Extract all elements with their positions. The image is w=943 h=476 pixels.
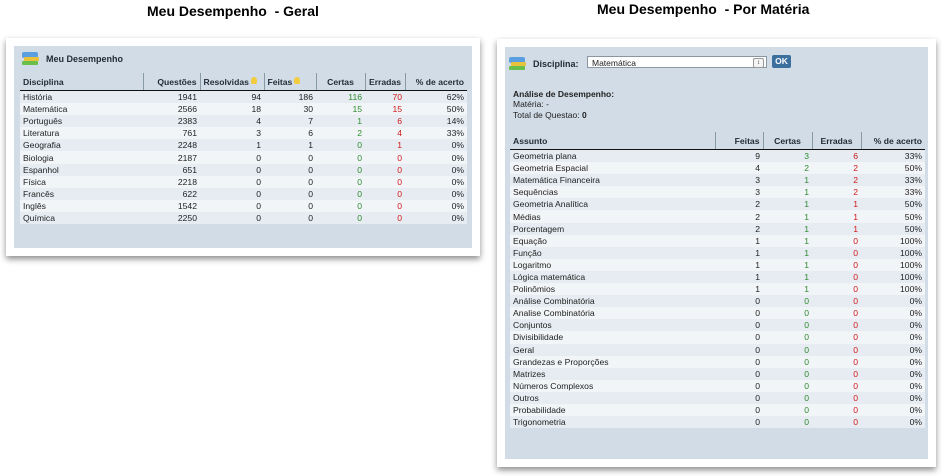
cell-erradas: 2 xyxy=(812,174,861,186)
cell-erradas: 0 xyxy=(812,295,861,307)
cell-certas: 1 xyxy=(763,210,812,222)
cell-certas: 1 xyxy=(763,174,812,186)
table-row[interactable] xyxy=(510,162,925,174)
cell-feitas: 1 xyxy=(715,271,763,283)
cell-certas: 0 xyxy=(316,188,365,200)
cell-erradas: 1 xyxy=(812,198,861,210)
cell-feitas: 7 xyxy=(264,115,316,127)
cell-disciplina: Biologia xyxy=(20,151,143,163)
cell-feitas: 0 xyxy=(264,212,316,224)
cell-assunto: Matrizes xyxy=(510,368,715,380)
lightbulb-icon xyxy=(294,77,300,84)
table-row[interactable] xyxy=(510,295,925,307)
cell-feitas: 0 xyxy=(715,344,763,356)
cell-feitas: 0 xyxy=(264,188,316,200)
cell-certas: 1 xyxy=(763,283,812,295)
table-row[interactable] xyxy=(510,404,925,416)
cell-acerto: 33% xyxy=(861,150,925,163)
table-row[interactable] xyxy=(510,271,925,283)
cell-disciplina: História xyxy=(20,91,143,104)
lightbulb-icon xyxy=(251,77,257,84)
cell-erradas: 4 xyxy=(365,127,405,139)
cell-certas: 0 xyxy=(763,331,812,343)
cell-disciplina: Literatura xyxy=(20,127,143,139)
cell-resolvidas: 0 xyxy=(200,151,264,163)
cell-erradas: 0 xyxy=(812,331,861,343)
cell-acerto: 0% xyxy=(861,380,925,392)
cell-assunto: Análise Combinatória xyxy=(510,295,715,307)
cell-assunto: Polinômios xyxy=(510,283,715,295)
cell-certas: 0 xyxy=(763,307,812,319)
cell-assunto: Geometria plana xyxy=(510,150,715,163)
cell-resolvidas: 4 xyxy=(200,115,264,127)
cell-acerto: 0% xyxy=(861,368,925,380)
cell-questoes: 2250 xyxy=(143,212,200,224)
table-row[interactable] xyxy=(510,174,925,186)
cell-certas: 116 xyxy=(316,91,365,104)
cell-certas: 0 xyxy=(763,295,812,307)
cell-feitas: 0 xyxy=(264,176,316,188)
cell-resolvidas: 0 xyxy=(200,188,264,200)
cell-erradas: 70 xyxy=(365,91,405,104)
col-feitas-label: Feitas xyxy=(267,76,293,87)
cell-acerto: 100% xyxy=(861,259,925,271)
cell-acerto: 0% xyxy=(861,331,925,343)
heading-por-materia: Meu Desempenho - Por Matéria xyxy=(597,1,810,17)
cell-acerto: 0% xyxy=(861,356,925,368)
col-feitas[interactable]: Feitas xyxy=(715,132,763,150)
cell-erradas: 0 xyxy=(365,151,405,163)
cell-resolvidas: 0 xyxy=(200,200,264,212)
select-arrows-icon: ↕ xyxy=(753,58,764,68)
cell-disciplina: Português xyxy=(20,115,143,127)
geral-titlebar xyxy=(22,52,123,65)
cell-certas: 0 xyxy=(763,319,812,331)
cell-erradas: 0 xyxy=(812,404,861,416)
disciplina-selected: Matemática xyxy=(592,58,636,68)
table-row[interactable] xyxy=(510,307,925,319)
table-row[interactable] xyxy=(510,235,925,247)
table-row[interactable] xyxy=(510,283,925,295)
cell-erradas: 0 xyxy=(812,344,861,356)
cell-certas: 2 xyxy=(763,162,812,174)
panel-materia-inner xyxy=(505,47,928,459)
cell-feitas: 2 xyxy=(715,223,763,235)
cell-certas: 1 xyxy=(763,259,812,271)
cell-assunto: Trigonometria xyxy=(510,416,715,428)
table-row[interactable] xyxy=(510,186,925,198)
heading-geral: Meu Desempenho - Geral xyxy=(147,3,319,19)
cell-feitas: 0 xyxy=(264,200,316,212)
table-row[interactable] xyxy=(20,127,467,139)
cell-feitas: 1 xyxy=(264,139,316,151)
table-row[interactable] xyxy=(20,91,467,104)
table-row[interactable] xyxy=(20,164,467,176)
cell-acerto: 0% xyxy=(861,392,925,404)
cell-erradas: 1 xyxy=(812,223,861,235)
table-row[interactable] xyxy=(20,188,467,200)
cell-assunto: Probabilidade xyxy=(510,404,715,416)
cell-certas: 0 xyxy=(763,416,812,428)
cell-disciplina: Matemática xyxy=(20,103,143,115)
cell-questoes: 651 xyxy=(143,164,200,176)
cell-acerto: 50% xyxy=(861,223,925,235)
cell-acerto: 0% xyxy=(405,188,467,200)
cell-acerto: 100% xyxy=(861,235,925,247)
cell-assunto: Analise Combinatória xyxy=(510,307,715,319)
cell-assunto: Função xyxy=(510,247,715,259)
col-certas[interactable]: Certas xyxy=(316,73,365,91)
cell-assunto: Porcentagem xyxy=(510,223,715,235)
cell-erradas: 0 xyxy=(365,164,405,176)
cell-erradas: 0 xyxy=(365,188,405,200)
cell-certas: 0 xyxy=(316,176,365,188)
cell-assunto: Equação xyxy=(510,235,715,247)
table-row[interactable] xyxy=(510,319,925,331)
disciplina-select[interactable] xyxy=(587,56,767,68)
cell-erradas: 2 xyxy=(812,162,861,174)
cell-feitas: 9 xyxy=(715,150,763,163)
table-row[interactable] xyxy=(20,200,467,212)
cell-feitas: 30 xyxy=(264,103,316,115)
cell-feitas: 0 xyxy=(715,319,763,331)
cell-disciplina: Física xyxy=(20,176,143,188)
cell-feitas: 0 xyxy=(715,307,763,319)
cell-feitas: 1 xyxy=(715,283,763,295)
geral-table-body xyxy=(20,91,467,225)
cell-questoes: 2383 xyxy=(143,115,200,127)
cell-acerto: 0% xyxy=(861,319,925,331)
cell-erradas: 6 xyxy=(812,150,861,163)
cell-feitas: 1 xyxy=(715,259,763,271)
table-row[interactable] xyxy=(510,259,925,271)
cell-acerto: 0% xyxy=(405,139,467,151)
cell-questoes: 2566 xyxy=(143,103,200,115)
cell-acerto: 0% xyxy=(405,151,467,163)
table-row[interactable] xyxy=(20,139,467,151)
col-acerto[interactable]: % de acerto xyxy=(861,132,925,150)
cell-assunto: Geometria Analítica xyxy=(510,198,715,210)
cell-assunto: Conjuntos xyxy=(510,319,715,331)
table-row[interactable] xyxy=(510,356,925,368)
cell-feitas: 0 xyxy=(264,151,316,163)
geral-title: Meu Desempenho xyxy=(46,53,124,64)
table-row[interactable] xyxy=(20,212,467,224)
cell-feitas: 2 xyxy=(715,210,763,222)
table-row[interactable] xyxy=(20,176,467,188)
disciplina-row xyxy=(509,57,579,70)
cell-acerto: 0% xyxy=(861,295,925,307)
cell-certas: 1 xyxy=(316,115,365,127)
table-row[interactable] xyxy=(510,380,925,392)
cell-acerto: 0% xyxy=(405,200,467,212)
cell-acerto: 33% xyxy=(861,174,925,186)
total-questao xyxy=(513,110,587,120)
cell-assunto: Sequências xyxy=(510,186,715,198)
cell-acerto: 50% xyxy=(861,210,925,222)
disciplina-label: Disciplina: xyxy=(533,58,579,69)
geral-table xyxy=(20,73,467,224)
cell-feitas: 186 xyxy=(264,91,316,104)
table-row[interactable] xyxy=(510,392,925,404)
col-acerto[interactable]: % de acerto xyxy=(405,73,467,91)
table-row[interactable] xyxy=(510,416,925,428)
cell-assunto: Médias xyxy=(510,210,715,222)
cell-feitas: 4 xyxy=(715,162,763,174)
table-row[interactable] xyxy=(510,368,925,380)
analise-title: Análise de Desempenho: xyxy=(513,89,615,99)
cell-acerto: 100% xyxy=(861,271,925,283)
cell-acerto: 0% xyxy=(861,416,925,428)
cell-certas: 15 xyxy=(316,103,365,115)
cell-certas: 0 xyxy=(763,356,812,368)
cell-resolvidas: 0 xyxy=(200,164,264,176)
cell-acerto: 50% xyxy=(861,198,925,210)
table-row[interactable] xyxy=(510,331,925,343)
table-row[interactable] xyxy=(510,223,925,235)
cell-erradas: 0 xyxy=(812,319,861,331)
cell-disciplina: Química xyxy=(20,212,143,224)
cell-assunto: Lógica matemática xyxy=(510,271,715,283)
cell-feitas: 0 xyxy=(715,416,763,428)
cell-certas: 0 xyxy=(763,404,812,416)
col-disciplina[interactable]: Disciplina xyxy=(20,73,143,91)
cell-assunto: Logaritmo xyxy=(510,259,715,271)
cell-erradas: 0 xyxy=(365,200,405,212)
cell-erradas: 2 xyxy=(812,186,861,198)
cell-resolvidas: 0 xyxy=(200,176,264,188)
cell-erradas: 1 xyxy=(365,139,405,151)
col-questoes[interactable]: Questões xyxy=(143,73,200,91)
cell-erradas: 0 xyxy=(812,416,861,428)
cell-questoes: 2187 xyxy=(143,151,200,163)
cell-acerto: 0% xyxy=(405,212,467,224)
col-assunto[interactable]: Assunto xyxy=(510,132,715,150)
total-value: 0 xyxy=(582,110,587,120)
cell-certas: 0 xyxy=(316,151,365,163)
col-feitas[interactable] xyxy=(264,73,316,91)
cell-assunto: Geometria Espacial xyxy=(510,162,715,174)
cell-resolvidas: 18 xyxy=(200,103,264,115)
cell-disciplina: Francês xyxy=(20,188,143,200)
cell-erradas: 0 xyxy=(812,247,861,259)
cell-resolvidas: 0 xyxy=(200,212,264,224)
cell-feitas: 3 xyxy=(715,186,763,198)
cell-acerto: 100% xyxy=(861,247,925,259)
books-icon xyxy=(509,57,527,70)
cell-certas: 2 xyxy=(316,127,365,139)
cell-acerto: 33% xyxy=(861,186,925,198)
cell-erradas: 0 xyxy=(812,368,861,380)
cell-acerto: 100% xyxy=(861,283,925,295)
cell-acerto: 50% xyxy=(861,162,925,174)
col-certas[interactable]: Certas xyxy=(763,132,812,150)
cell-certas: 0 xyxy=(763,344,812,356)
col-erradas[interactable]: Erradas xyxy=(365,73,405,91)
cell-acerto: 62% xyxy=(405,91,467,104)
cell-acerto: 50% xyxy=(405,103,467,115)
cell-resolvidas: 94 xyxy=(200,91,264,104)
table-row[interactable] xyxy=(510,198,925,210)
cell-disciplina: Espanhol xyxy=(20,164,143,176)
cell-certas: 0 xyxy=(316,139,365,151)
cell-disciplina: Inglês xyxy=(20,200,143,212)
ok-button[interactable]: OK xyxy=(772,55,791,68)
panel-por-materia xyxy=(497,39,936,467)
cell-erradas: 0 xyxy=(812,259,861,271)
cell-certas: 0 xyxy=(763,368,812,380)
table-row[interactable] xyxy=(510,247,925,259)
cell-feitas: 0 xyxy=(715,331,763,343)
cell-certas: 3 xyxy=(763,150,812,163)
cell-erradas: 0 xyxy=(812,380,861,392)
cell-certas: 0 xyxy=(316,200,365,212)
books-icon xyxy=(22,52,40,65)
cell-questoes: 761 xyxy=(143,127,200,139)
total-label: Total de Questao: xyxy=(513,110,580,120)
cell-resolvidas: 1 xyxy=(200,139,264,151)
cell-acerto: 0% xyxy=(405,164,467,176)
cell-certas: 1 xyxy=(763,198,812,210)
cell-disciplina: Geografia xyxy=(20,139,143,151)
panel-geral-inner xyxy=(14,46,472,248)
cell-acerto: 33% xyxy=(405,127,467,139)
panel-geral xyxy=(6,38,480,256)
cell-erradas: 0 xyxy=(365,176,405,188)
cell-acerto: 0% xyxy=(405,176,467,188)
cell-feitas: 1 xyxy=(715,235,763,247)
cell-acerto: 0% xyxy=(861,344,925,356)
cell-feitas: 6 xyxy=(264,127,316,139)
cell-feitas: 0 xyxy=(715,404,763,416)
table-row[interactable] xyxy=(510,210,925,222)
cell-certas: 1 xyxy=(763,271,812,283)
table-row[interactable] xyxy=(510,150,925,163)
cell-feitas: 0 xyxy=(715,295,763,307)
cell-certas: 0 xyxy=(763,392,812,404)
cell-certas: 0 xyxy=(316,212,365,224)
cell-erradas: 0 xyxy=(812,271,861,283)
cell-acerto: 14% xyxy=(405,115,467,127)
cell-assunto: Outros xyxy=(510,392,715,404)
table-row[interactable] xyxy=(510,344,925,356)
cell-feitas: 1 xyxy=(715,247,763,259)
cell-feitas: 3 xyxy=(715,174,763,186)
cell-questoes: 2218 xyxy=(143,176,200,188)
cell-assunto: Números Complexos xyxy=(510,380,715,392)
col-resolvidas[interactable] xyxy=(200,73,264,91)
cell-erradas: 15 xyxy=(365,103,405,115)
cell-assunto: Divisibilidade xyxy=(510,331,715,343)
table-row[interactable] xyxy=(20,103,467,115)
cell-erradas: 6 xyxy=(365,115,405,127)
cell-erradas: 0 xyxy=(812,235,861,247)
cell-acerto: 0% xyxy=(861,404,925,416)
cell-erradas: 0 xyxy=(812,283,861,295)
cell-questoes: 1941 xyxy=(143,91,200,104)
cell-questoes: 2248 xyxy=(143,139,200,151)
cell-assunto: Grandezas e Proporções xyxy=(510,356,715,368)
cell-feitas: 2 xyxy=(715,198,763,210)
materia-line: Matéria: - xyxy=(513,99,549,109)
cell-certas: 1 xyxy=(763,235,812,247)
col-resolvidas-label: Resolvidas xyxy=(203,76,249,87)
cell-erradas: 0 xyxy=(812,392,861,404)
cell-certas: 0 xyxy=(316,164,365,176)
cell-erradas: 1 xyxy=(812,210,861,222)
cell-erradas: 0 xyxy=(812,356,861,368)
cell-feitas: 0 xyxy=(715,392,763,404)
cell-acerto: 0% xyxy=(861,307,925,319)
materia-table-body xyxy=(510,150,925,429)
cell-feitas: 0 xyxy=(264,164,316,176)
cell-feitas: 0 xyxy=(715,356,763,368)
table-row[interactable] xyxy=(20,115,467,127)
cell-questoes: 622 xyxy=(143,188,200,200)
materia-table xyxy=(510,132,925,428)
col-erradas[interactable]: Erradas xyxy=(812,132,861,150)
cell-assunto: Geral xyxy=(510,344,715,356)
cell-erradas: 0 xyxy=(812,307,861,319)
cell-questoes: 1542 xyxy=(143,200,200,212)
cell-erradas: 0 xyxy=(365,212,405,224)
cell-assunto: Matemática Financeira xyxy=(510,174,715,186)
table-row[interactable] xyxy=(20,151,467,163)
cell-certas: 1 xyxy=(763,186,812,198)
cell-certas: 0 xyxy=(763,380,812,392)
cell-resolvidas: 3 xyxy=(200,127,264,139)
cell-feitas: 0 xyxy=(715,380,763,392)
cell-feitas: 0 xyxy=(715,368,763,380)
cell-certas: 1 xyxy=(763,223,812,235)
cell-certas: 1 xyxy=(763,247,812,259)
